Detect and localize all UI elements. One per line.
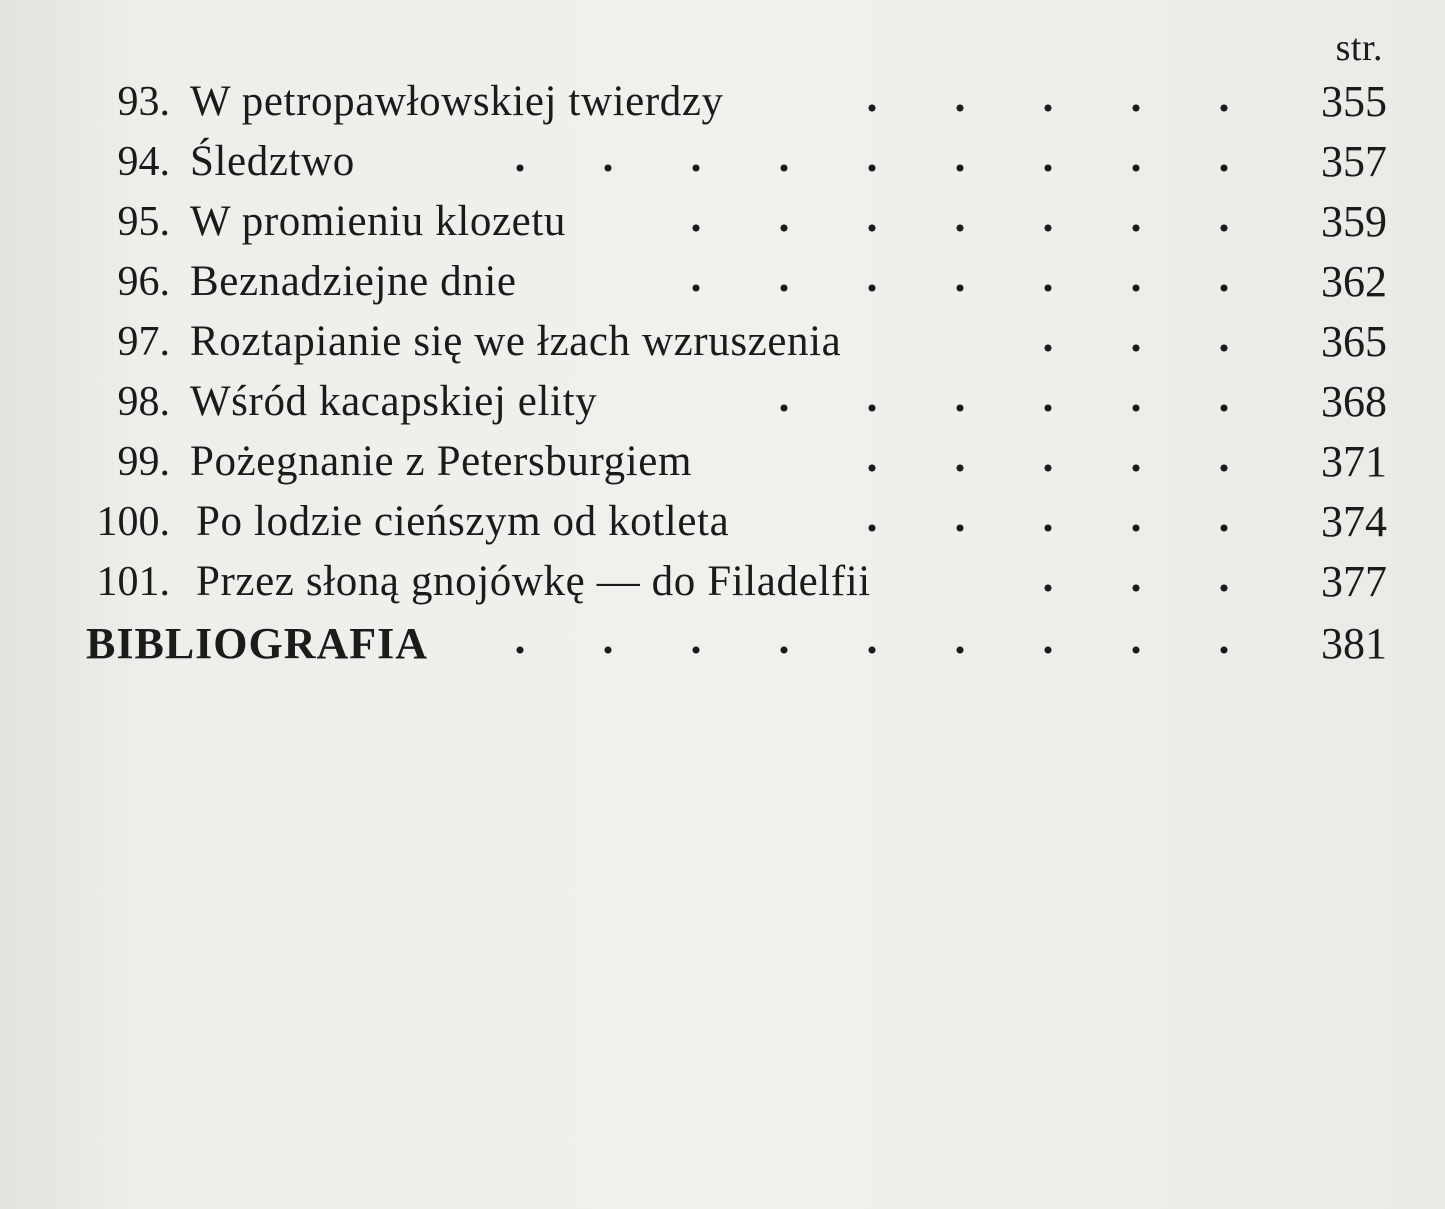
chapter-number: 97. [117,319,170,365]
page-number: 368 [1321,377,1387,426]
toc-entry [0,432,1445,492]
dot-leader [480,162,1268,174]
toc-entry [0,312,1445,372]
chapter-title: Wśród kacapskiej elity [190,378,598,425]
dot-leader [840,522,1268,534]
toc-entry [0,552,1445,612]
chapter-title: Beznadziejne dnie [190,258,517,305]
page-number: 365 [1321,317,1387,366]
toc-entry [0,492,1445,552]
chapter-number: 99. [117,439,170,485]
chapter-number: 100. [96,499,170,545]
chapter-title: W petropawłowskiej twierdzy [190,78,724,125]
dot-leader [490,644,1268,656]
toc-entry [0,72,1445,132]
chapter-title: W promieniu klozetu [190,198,567,245]
page-number: 357 [1321,137,1387,186]
chapter-title: Przez słoną gnojówkę — do Filadelfii [196,558,871,605]
chapter-number: 96. [117,259,170,305]
dot-leader [840,462,1268,474]
chapter-number: 95. [117,199,170,245]
page-column-header: str. [1335,27,1383,69]
page-number: 362 [1321,257,1387,306]
toc-entry [0,252,1445,312]
chapter-title: Pożegnanie z Petersburgiem [190,438,692,485]
dot-leader [620,282,1268,294]
chapter-number: 98. [117,379,170,425]
chapter-number: 93. [117,79,170,125]
chapter-title: Roztapianie się we łzach wzruszenia [190,318,842,365]
dot-leader [840,102,1268,114]
dot-leader [660,222,1268,234]
page-number: 381 [1321,619,1387,668]
toc-entry [0,132,1445,192]
chapter-number: 101. [96,559,170,605]
page-number: 355 [1321,77,1387,126]
chapter-title: Śledztwo [190,138,355,185]
bibliography-title: BIBLIOGRAFIA [86,619,429,668]
page-number: 374 [1321,497,1387,546]
chapter-title: Po lodzie cieńszym od kotleta [196,498,730,545]
toc-entry-bibliography [0,614,1445,674]
toc-entry [0,192,1445,252]
page-number: 377 [1321,557,1387,606]
page-number: 359 [1321,197,1387,246]
dot-leader [1000,582,1268,594]
page-number: 371 [1321,437,1387,486]
toc-entry [0,372,1445,432]
dot-leader [1000,342,1268,354]
dot-leader [740,402,1268,414]
chapter-number: 94. [117,139,170,185]
